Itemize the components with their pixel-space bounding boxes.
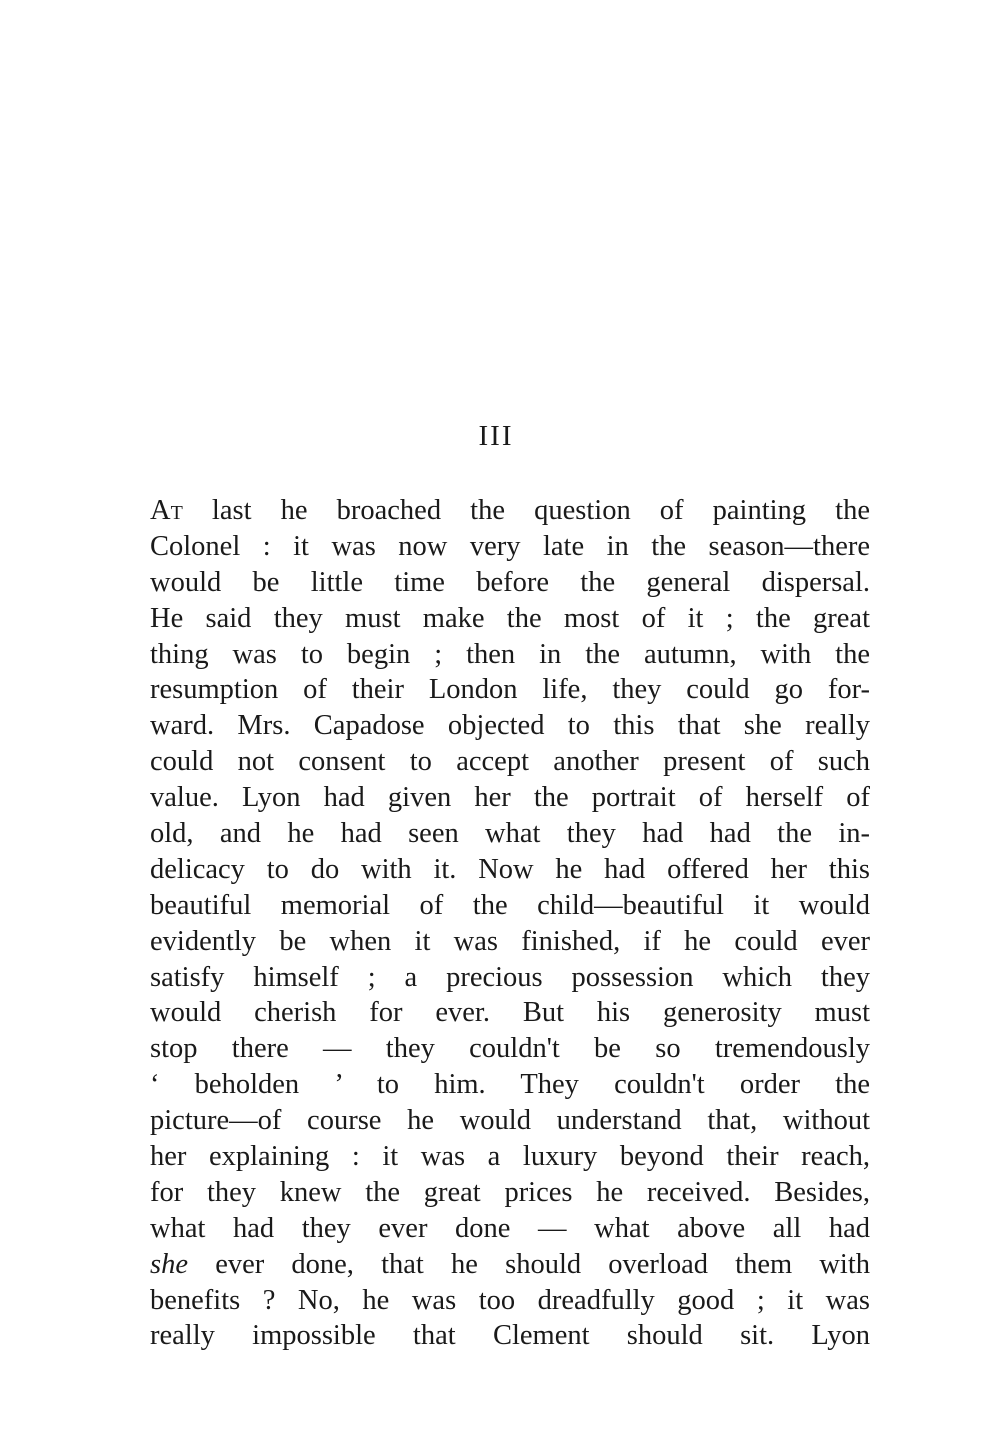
text-line: delicacy to do with it. Now he had offered her this [150, 853, 870, 885]
text-line: beautiful memorial of the child—beautiful it would [150, 889, 870, 921]
text-line: benefits ? No, he was too dreadfully good ; it was [150, 1284, 870, 1316]
text-line [150, 1247, 870, 1283]
chapter-heading: III [478, 420, 514, 452]
text-line: really impossible that Clement should sit. Lyon [150, 1320, 870, 1352]
text-line: stop there — they couldn't be so tremendously [150, 1033, 870, 1065]
text-line: He said they must make the most of it ; the great [150, 602, 870, 634]
text-line: satisfy himself ; a precious possession which they [150, 961, 870, 993]
text-line: would be little time before the general dispersal. [150, 566, 870, 598]
text-line: could not consent to accept another present of such [150, 746, 870, 778]
text-line: value. Lyon had given her the portrait of herself of [150, 782, 870, 814]
text-line: would cherish for ever. But his generosity must [150, 997, 870, 1029]
text-line [150, 493, 870, 529]
text-line: for they knew the great prices he received. Besides, [150, 1176, 870, 1208]
text-line: old, and he had seen what they had had the in- [150, 818, 870, 850]
line-text: last he broached the question of painting the [182, 495, 870, 526]
lead-word: At [150, 495, 183, 526]
text-line: ward. Mrs. Capadose objected to this that she really [150, 710, 870, 742]
italic-word: she [150, 1248, 188, 1280]
text-line: picture—of course he would understand that, without [150, 1105, 870, 1137]
text-line: ‘ beholden ’ to him. They couldn't order the [150, 1069, 870, 1101]
text-line: Colonel : it was now very late in the season—there [150, 530, 870, 562]
line-text: ever done, that he should overload them with [215, 1248, 871, 1280]
text-line: her explaining : it was a luxury beyond their reach, [150, 1141, 870, 1173]
text-line: what had they ever done — what above all had [150, 1212, 870, 1244]
text-line: evidently be when it was finished, if he could ever [150, 925, 870, 957]
body-text [150, 493, 870, 1354]
text-line: resumption of their London life, they could go for- [150, 674, 870, 706]
text-line: thing was to begin ; then in the autumn, with the [150, 638, 870, 670]
